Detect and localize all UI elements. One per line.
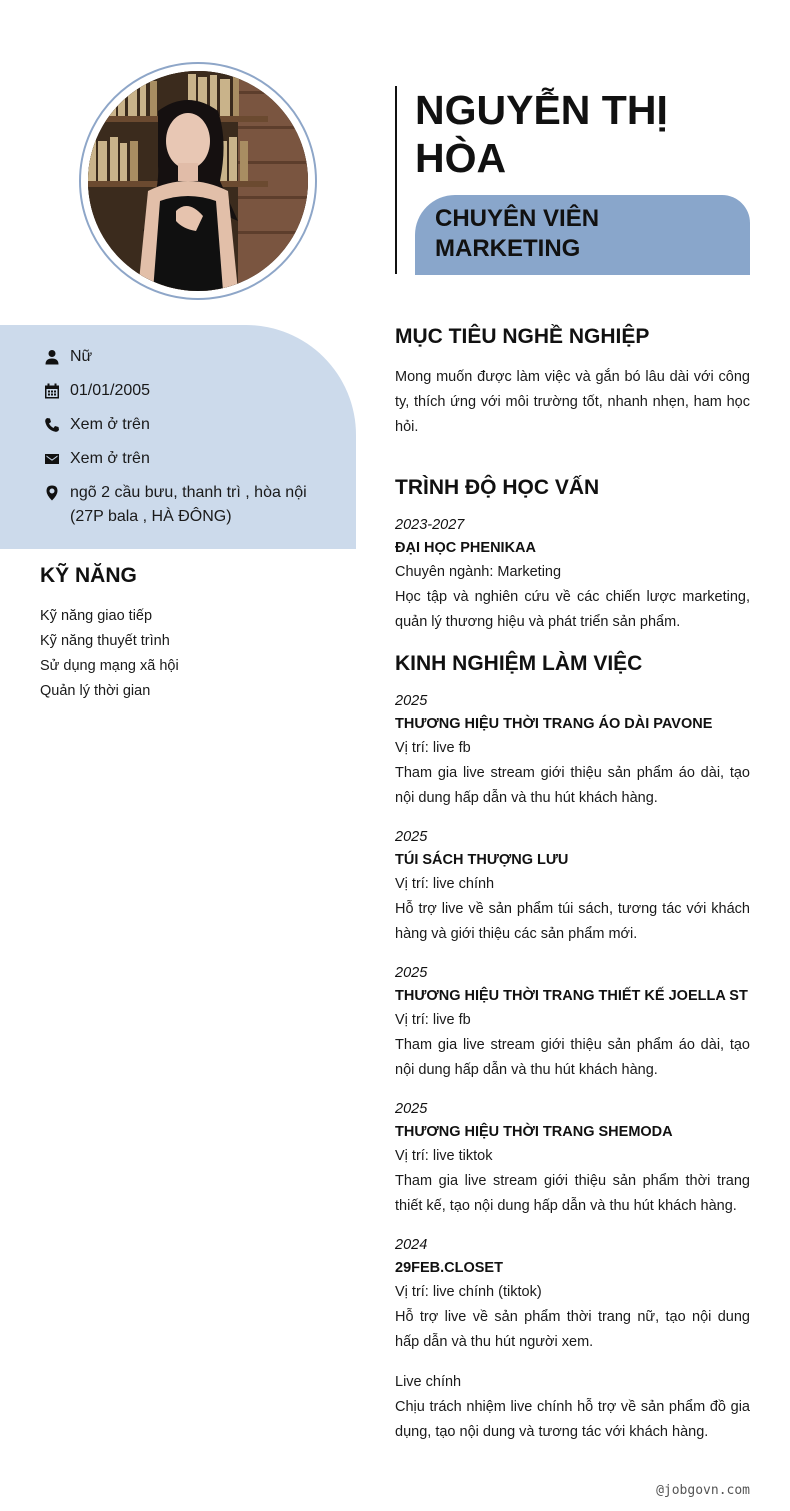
contact-gender: [44, 345, 310, 369]
candidate-name: NGUYỄN THỊ HÒA: [415, 87, 668, 181]
experience-company: 29FEB.CLOSET: [395, 1260, 503, 1276]
contact-dob: [44, 379, 310, 403]
experience-extra-description: Chịu trách nhiệm live chính hỗ trợ về sản phẩm đồ gia dụng, tạo nội dung và tương tác với khách hàng.: [395, 1399, 750, 1440]
location-pin-icon: [44, 481, 60, 505]
contact-address: [44, 481, 310, 529]
experience-position: Vị trí: live fb: [395, 740, 471, 756]
experience-entry: [395, 690, 750, 811]
education-major: Chuyên ngành: Marketing: [395, 564, 562, 580]
skill-item: Sử dụng mạng xã hội: [40, 658, 179, 674]
experience-company: THƯƠNG HIỆU THỜI TRANG THIẾT KẾ JOELLA ST: [395, 988, 748, 1004]
experience-company: TÚI SÁCH THƯỢNG LƯU: [395, 852, 569, 868]
objective-text: Mong muốn được làm việc và gắn bó lâu dài với công ty, thích ứng với môi trường tốt, nhanh nhẹn, ham học hỏi.: [395, 369, 750, 435]
experience-description: Tham gia live stream giới thiệu sản phẩm thời trang thiết kế, tạo nội dung hấp dẫn và thu hút khách hàng.: [395, 1173, 750, 1214]
education-description: Học tập và nghiên cứu về các chiến lược marketing, quản lý thương hiệu và phát triển sản phẩm.: [395, 589, 750, 630]
mail-icon: [44, 447, 60, 471]
contact-email: [44, 447, 310, 471]
dob-value: 01/01/2005: [70, 382, 151, 399]
gender-value: Nữ: [70, 348, 93, 365]
address-value: ngõ 2 cầu bưu, thanh trì , hòa nội (27P bala , HÀ ĐÔNG): [70, 484, 307, 525]
experience-company: THƯƠNG HIỆU THỜI TRANG SHEMODA: [395, 1124, 673, 1140]
experience-year: 2024: [395, 1237, 428, 1253]
experience-year: 2025: [395, 965, 428, 981]
experience-position: Vị trí: live chính (tiktok): [395, 1284, 542, 1300]
experience-entry: [395, 1098, 750, 1219]
experience-extra-label: Live chính: [395, 1374, 462, 1390]
phone-value: Xem ở trên: [70, 416, 150, 433]
experience-description: Tham gia live stream giới thiệu sản phẩm áo dài, tạo nội dung hấp dẫn và thu hút khách hàng.: [395, 765, 750, 806]
skill-item: Kỹ năng thuyết trình: [40, 633, 170, 649]
profile-photo: [88, 71, 308, 291]
education-school: ĐẠI HỌC PHENIKAA: [395, 540, 536, 556]
experience-year: 2025: [395, 829, 428, 845]
education-entry: [395, 514, 750, 635]
experience-year: 2025: [395, 1101, 428, 1117]
experience-description: Hỗ trợ live về sản phẩm thời trang nữ, tạo nội dung hấp dẫn và thu hút người xem.: [395, 1309, 750, 1350]
job-title-box: [415, 195, 750, 275]
email-value: Xem ở trên: [70, 450, 150, 467]
experience-heading: KINH NGHIỆM LÀM VIỆC: [395, 652, 643, 675]
calendar-icon: [44, 379, 60, 403]
phone-icon: [44, 413, 60, 437]
job-title: CHUYÊN VIÊN MARKETING: [435, 205, 600, 262]
experience-position: Vị trí: live tiktok: [395, 1148, 493, 1164]
experience-entry: [395, 1234, 750, 1355]
contact-phone: [44, 413, 310, 437]
skill-item: Kỹ năng giao tiếp: [40, 608, 153, 624]
experience-extra: [395, 1370, 750, 1445]
watermark: @jobgovn.com: [656, 1483, 750, 1498]
skills-list: [40, 604, 179, 704]
experience-description: Hỗ trợ live về sản phẩm túi sách, tương tác với khách hàng và giới thiệu các sản phẩm mới.: [395, 901, 750, 942]
skills-heading: KỸ NĂNG: [40, 564, 137, 587]
experience-position: Vị trí: live fb: [395, 1012, 471, 1028]
education-period: 2023-2027: [395, 517, 465, 533]
avatar: [88, 71, 308, 291]
objective-heading: MỤC TIÊU NGHỀ NGHIỆP: [395, 325, 650, 348]
experience-entry: [395, 826, 750, 947]
skill-item: Quản lý thời gian: [40, 683, 151, 699]
experience-description: Tham gia live stream giới thiệu sản phẩm áo dài, tạo nội dung hấp dẫn và thu hút khách hàng.: [395, 1037, 750, 1078]
name-accent-bar: [395, 86, 397, 274]
education-heading: TRÌNH ĐỘ HỌC VẤN: [395, 476, 600, 499]
experience-position: Vị trí: live chính: [395, 876, 495, 892]
experience-entry: [395, 962, 750, 1083]
experience-year: 2025: [395, 693, 428, 709]
person-icon: [44, 345, 60, 369]
experience-company: THƯƠNG HIỆU THỜI TRANG ÁO DÀI PAVONE: [395, 716, 713, 732]
